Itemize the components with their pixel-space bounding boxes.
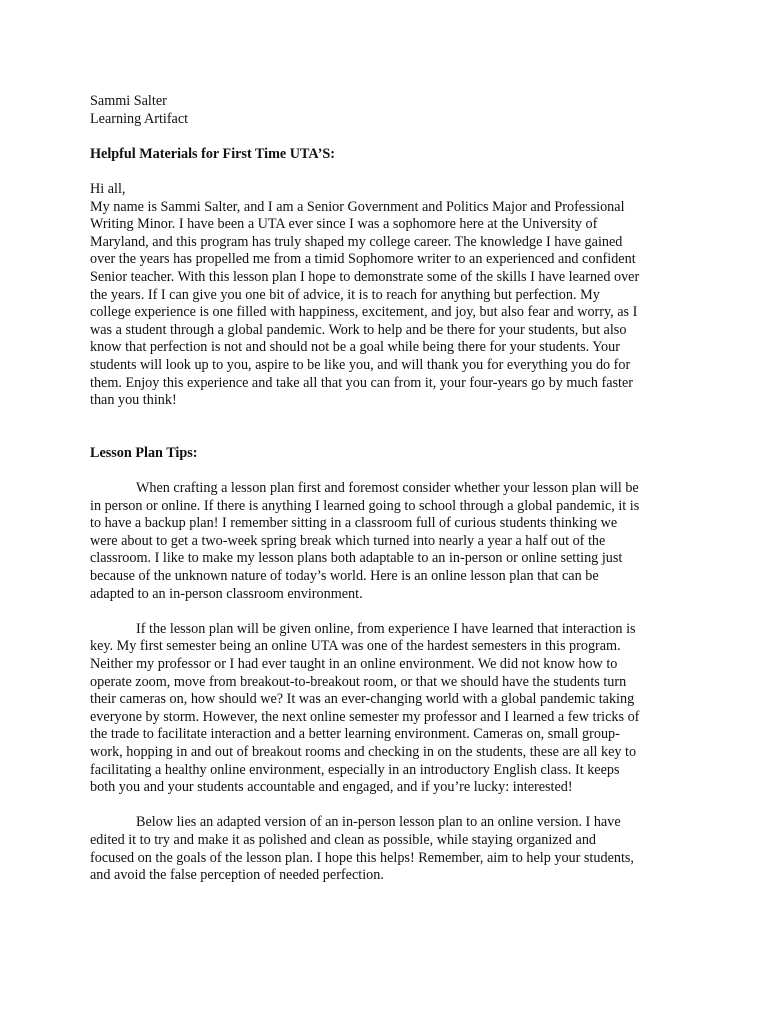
document-content	[90, 93, 686, 885]
intro-paragraph	[90, 199, 686, 410]
spacer	[90, 410, 686, 445]
spacer	[90, 797, 686, 815]
tips-paragraph-2	[90, 621, 686, 797]
greeting: Hi all,	[90, 180, 126, 197]
intro-line: the years. If I can give you one bit of advice, it is to reach for anything but perfection. My	[90, 286, 600, 303]
paragraph-line: to have a backup plan! I remember sitting in a classroom full of curious students thinking we	[90, 515, 618, 532]
paragraph-line: were about to get a two-week spring break which turned into nearly a year a half out of the	[90, 532, 606, 549]
tips-paragraph-1	[90, 480, 686, 603]
paragraph-line: everyone by storm. However, the next online semester my professor and I learned a few tricks of	[90, 708, 640, 725]
paragraph-line: key. My first semester being an online UTA was one of the hardest semesters in this program.	[90, 638, 621, 655]
paragraph-line: Neither my professor or I had ever taught in an online environment. We did not know how to	[90, 656, 618, 672]
intro-line: Writing Minor. I have been a UTA ever since I was a sophomore here at the University of	[90, 216, 598, 233]
tips-paragraph-3	[90, 814, 686, 884]
paragraph-line: classroom. I like to make my lesson plans both adaptable to an in-person or online setting just	[90, 550, 623, 567]
paragraph-line: edited it to try and make it as polished and clean as possible, while staying organized and	[90, 831, 597, 848]
document-subtitle: Learning Artifact	[90, 110, 189, 127]
paragraph-line: both you and your students accountable and engaged, and if you’re lucky: interested!	[90, 779, 573, 796]
paragraph-line: focused on the goals of the lesson plan. I hope this helps! Remember, aim to help your students,	[90, 849, 634, 866]
paragraph-line: and avoid the false perception of needed perfection.	[90, 867, 384, 884]
paragraph-line: facilitating a healthy online environment, especially in an introductory English class. It keeps	[90, 761, 620, 778]
intro-line: them. Enjoy this experience and take all that you can from it, your four-years go by much faster	[90, 374, 633, 391]
spacer	[90, 462, 686, 480]
intro-heading: Helpful Materials for First Time UTA’S:	[90, 145, 335, 162]
intro-line: Maryland, and this program has truly shaped my college career. The knowledge I have gained	[90, 233, 623, 250]
tips-heading: Lesson Plan Tips:	[90, 444, 198, 461]
intro-line: Senior teacher. With this lesson plan I hope to demonstrate some of the skills I have learned over	[90, 268, 640, 285]
paragraph-line: because of the unknown nature of today’s world. Here is an online lesson plan that can be	[90, 568, 599, 585]
paragraph-line: adapted to an in-person classroom environment.	[90, 585, 363, 602]
intro-line: know that perfection is not and should not be a goal while being there for your students. Your	[90, 339, 620, 356]
intro-line: was a student through a global pandemic. Work to help and be there for your students, but also	[90, 321, 627, 338]
author-name: Sammi Salter	[90, 93, 167, 109]
intro-line: over the years has propelled me from a timid Sophomore writer to an experienced and confident	[90, 251, 636, 268]
spacer	[90, 128, 686, 146]
intro-line: college experience is one filled with happiness, excitement, and joy, but also fear and worry, as I	[90, 304, 638, 321]
spacer	[90, 603, 686, 621]
intro-line: My name is Sammi Salter, and I am a Senior Government and Politics Major and Professional	[90, 198, 625, 215]
paragraph-line: Below lies an adapted version of an in-person lesson plan to an online version. I have	[136, 814, 621, 831]
paragraph-line: their cameras on, how should we? It was an ever-changing world with a global pandemic taking	[90, 691, 635, 708]
paragraph-line: operate zoom, move from breakout-to-breakout room, or that we should have the students turn	[90, 673, 627, 690]
intro-line: students will look up to you, aspire to be like you, and will thank you for everything you do for	[90, 356, 631, 373]
paragraph-line: If the lesson plan will be given online, from experience I have learned that interaction is	[136, 620, 636, 637]
intro-line: than you think!	[90, 392, 177, 409]
spacer	[90, 163, 686, 181]
paragraph-line: work, hopping in and out of breakout rooms and checking in on the students, these are all key to	[90, 743, 637, 760]
paragraph-line: in person or online. If there is anything I learned going to school through a global pandemic, it is	[90, 497, 640, 514]
paragraph-line: When crafting a lesson plan first and foremost consider whether your lesson plan will be	[136, 480, 639, 497]
paragraph-line: the trade to facilitate interaction and a better learning environment. Cameras on, small group-	[90, 726, 620, 743]
